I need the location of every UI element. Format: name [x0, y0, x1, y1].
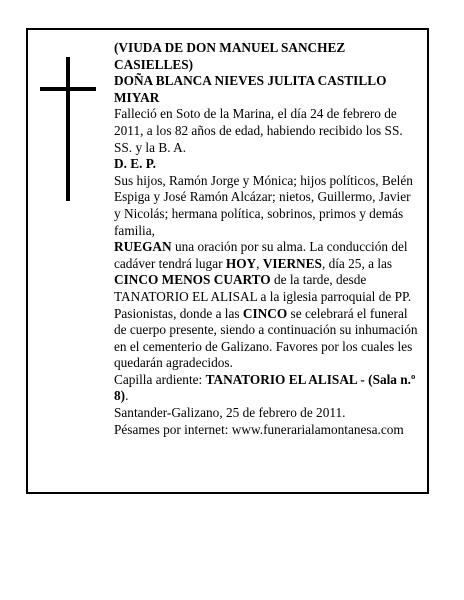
chapel-location: TANATORIO EL ALISAL - (Sala n.º 8) — [114, 371, 416, 404]
cross-icon — [40, 57, 96, 201]
death-notice: Falleció en Soto de la Marina, el día 24 de febrero de 2011, a los 82 años de edad, habiendo recibido los SS. SS. y la B. A. — [114, 106, 403, 155]
chapel-label: Capilla ardiente: — [114, 371, 206, 387]
condolences-line: Pésames por internet: www.funerarialamontanesa.com — [114, 421, 404, 437]
request-text-2: , — [256, 255, 263, 271]
chapel-line — [114, 372, 420, 405]
departure-time: CINCO MENOS CUARTO — [114, 272, 271, 288]
funeral-time: CINCO — [242, 305, 288, 321]
dep-line: D. E. P. — [114, 156, 156, 172]
funeral-request — [114, 239, 420, 372]
request-text-3: , día 25, a las — [321, 255, 393, 271]
request-text-4: de la tarde, desde TANATORIO EL ALISAL a la iglesia parroquial de PP. Pasionistas, donde a las — [114, 272, 412, 321]
request-text-1: una oración por su alma. La conducción del cadáver tendrá lugar — [114, 239, 408, 271]
cross-horizontal-bar — [40, 87, 96, 91]
ruegan-word: RUEGAN — [114, 239, 172, 255]
widow-of-line: (VIUDA DE DON MANUEL SANCHEZ CASIELLES) — [114, 40, 346, 72]
hoy-word: HOY — [225, 255, 257, 271]
viernes-word: VIERNES — [262, 255, 322, 271]
place-date: Santander-Galizano, 25 de febrero de 2011. — [114, 405, 346, 421]
deceased-name: DOÑA BLANCA NIEVES JULITA CASTILLO MIYAR — [114, 73, 387, 105]
family-list: Sus hijos, Ramón Jorge y Mónica; hijos políticos, Belén Espiga y José Ramón Alcázar; nietos, Guillermo, Javier y Nicolás; hermana política, sobrinos, primos y demás familia, — [114, 172, 413, 238]
cross-vertical-bar — [66, 57, 70, 201]
notice-text — [114, 40, 420, 438]
chapel-end: . — [125, 388, 129, 404]
obituary-notice — [26, 28, 429, 494]
request-text-5: se celebrará el funeral de cuerpo presente, siendo a continuación su inhumación en el cementerio de Galizano. Favores por los cuales les quedarán agradecidos. — [114, 305, 418, 371]
